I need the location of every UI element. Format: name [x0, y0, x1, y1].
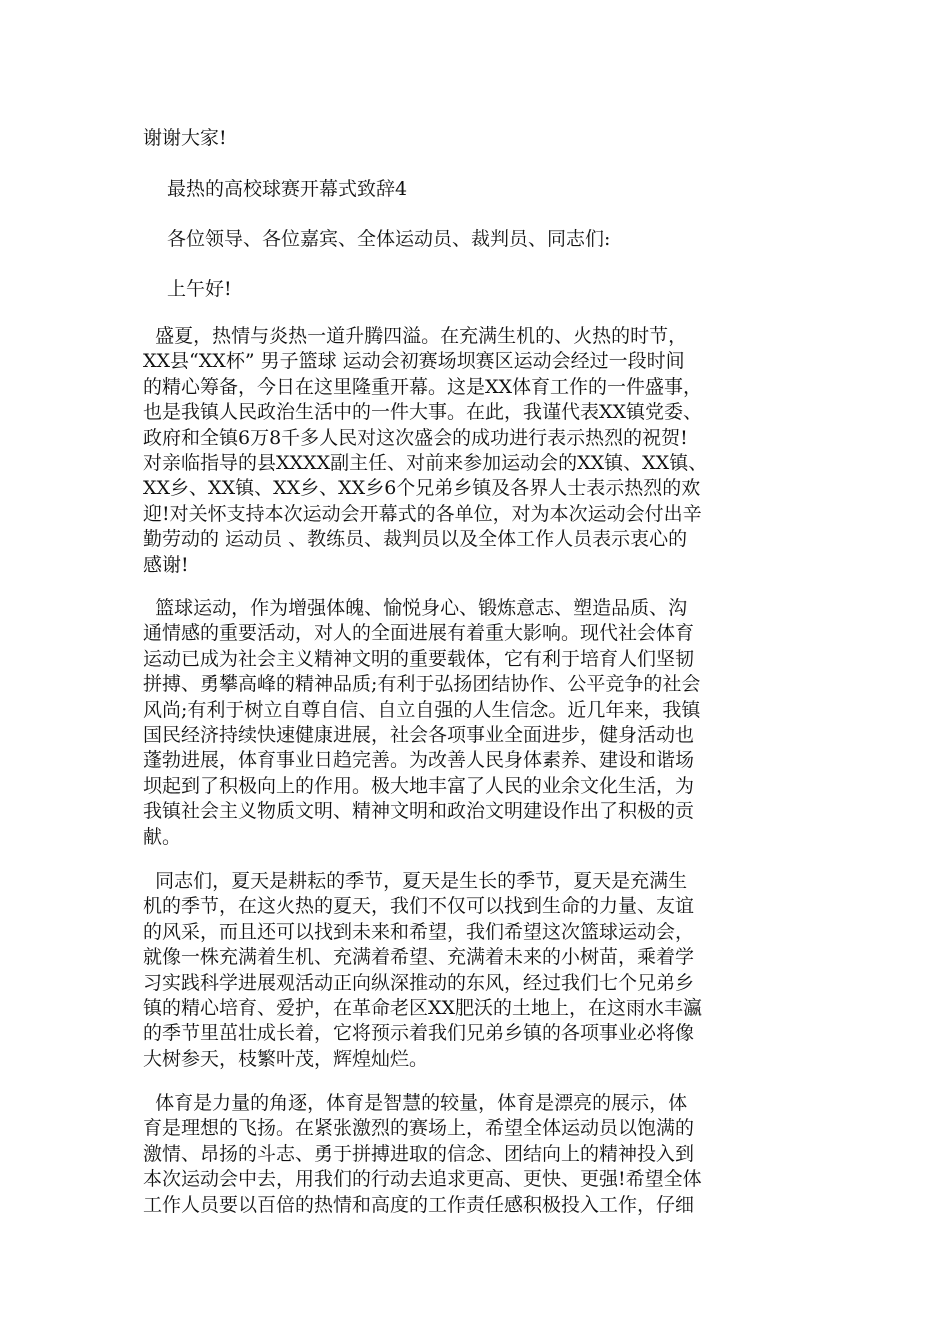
- document-title: 最热的高校球赛开幕式致辞4: [167, 178, 408, 200]
- paragraph-line: 坝起到了积极向上的作用。极大地丰富了人民的业余文化生活，为: [143, 774, 695, 797]
- paragraph-line: 通情感的重要活动，对人的全面进展有着重大影响。现代社会体育: [143, 622, 695, 645]
- paragraph-line: 运动已成为社会主义精神文明的重要载体，它有利于培育人们坚韧: [143, 647, 695, 670]
- paragraph-line: 的精心筹备，今日在这里隆重开幕。这是XX体育工作的一件盛事，: [143, 375, 703, 398]
- paragraph-line: 篮球运动，作为增强体魄、愉悦身心、锻炼意志、塑造品质、沟: [143, 597, 688, 619]
- paragraph-line: 国民经济持续快速健康进展，社会各项事业全面进步，健身活动也: [143, 723, 695, 746]
- paragraph-3: [143, 869, 813, 1072]
- closing-line: 谢谢大家!: [143, 127, 227, 149]
- paragraph-line: 习实践科学进展观活动正向纵深推动的东风，经过我们七个兄弟乡: [143, 971, 695, 994]
- greeting: 上午好!: [167, 278, 232, 300]
- paragraph-line: 政府和全镇6万8千多人民对这次盛会的成功进行表示热烈的祝贺!: [143, 426, 688, 449]
- paragraph-line: 同志们，夏天是耕耘的季节，夏天是生长的季节，夏天是充满生: [143, 870, 688, 892]
- paragraph-line: XX乡、XX镇、XX乡、XX乡6个兄弟乡镇及各界人士表示热烈的欢: [143, 477, 701, 500]
- paragraph-line: 的风采，而且还可以找到未来和希望，我们希望这次篮球运动会，: [143, 920, 695, 943]
- paragraph-line: 盛夏，热情与炎热一道升腾四溢。在充满生机的、火热的时节，: [143, 325, 688, 347]
- paragraph-line: 对亲临指导的县XXXX副主任、对前来参加运动会的XX镇、XX镇、: [143, 451, 708, 474]
- paragraph-4: [143, 1091, 813, 1218]
- salutation: 各位领导、各位嘉宾、全体运动员、裁判员、同志们:: [167, 228, 611, 250]
- paragraph-line: 镇的精心培育、爱护，在革命老区XX肥沃的土地上，在这雨水丰瀛: [143, 996, 703, 1019]
- paragraph-line: 感谢!: [143, 553, 189, 576]
- paragraph-line: 风尚;有利于树立自尊自信、自立自强的人生信念。近几年来，我镇: [143, 698, 701, 721]
- paragraph-line: 激情、昂扬的斗志、勇于拼搏进取的信念、团结向上的精神投入到: [143, 1142, 695, 1165]
- paragraph-line: 体育是力量的角逐，体育是智慧的较量，体育是漂亮的展示，体: [143, 1092, 688, 1114]
- paragraph-line: 献。: [143, 825, 182, 848]
- paragraph-line: 机的季节，在这火热的夏天，我们不仅可以找到生命的力量、友谊: [143, 895, 695, 918]
- paragraph-2: [143, 596, 813, 850]
- paragraph-line: 大树参天，枝繁叶茂，辉煌灿烂。: [143, 1047, 429, 1070]
- paragraph-line: 勤劳动的 运动员 、教练员、裁判员以及全体工作人员表示衷心的: [143, 528, 688, 551]
- paragraph-line: XX县“XX杯” 男子篮球 运动会初赛场坝赛区运动会经过一段时间: [143, 350, 685, 373]
- paragraph-line: 蓬勃进展，体育事业日趋完善。为改善人民身体素养、建设和谐场: [143, 749, 695, 772]
- paragraph-line: 工作人员要以百倍的热情和高度的工作责任感积极投入工作，仔细: [143, 1193, 695, 1216]
- paragraph-1: [143, 324, 813, 578]
- paragraph-line: 我镇社会主义物质文明、精神文明和政治文明建设作出了积极的贡: [143, 800, 695, 823]
- paragraph-line: 的季节里茁壮成长着，它将预示着我们兄弟乡镇的各项事业必将像: [143, 1022, 695, 1045]
- paragraph-line: 就像一株充满着生机、充满着希望、充满着未来的小树苗，乘着学: [143, 946, 695, 969]
- paragraph-line: 迎!对关怀支持本次运动会开幕式的各单位，对为本次运动会付出辛: [143, 502, 702, 525]
- paragraph-line: 育是理想的飞扬。在紧张激烈的赛场上，希望全体运动员以饱满的: [143, 1117, 695, 1140]
- paragraph-line: 也是我镇人民政治生活中的一件大事。在此，我谨代表XX镇党委、: [143, 401, 703, 424]
- paragraph-line: 拼搏、勇攀高峰的精神品质;有利于弘扬团结协作、公平竞争的社会: [143, 673, 701, 696]
- paragraph-line: 本次运动会中去，用我们的行动去追求更高、更快、更强!希望全体: [143, 1168, 702, 1191]
